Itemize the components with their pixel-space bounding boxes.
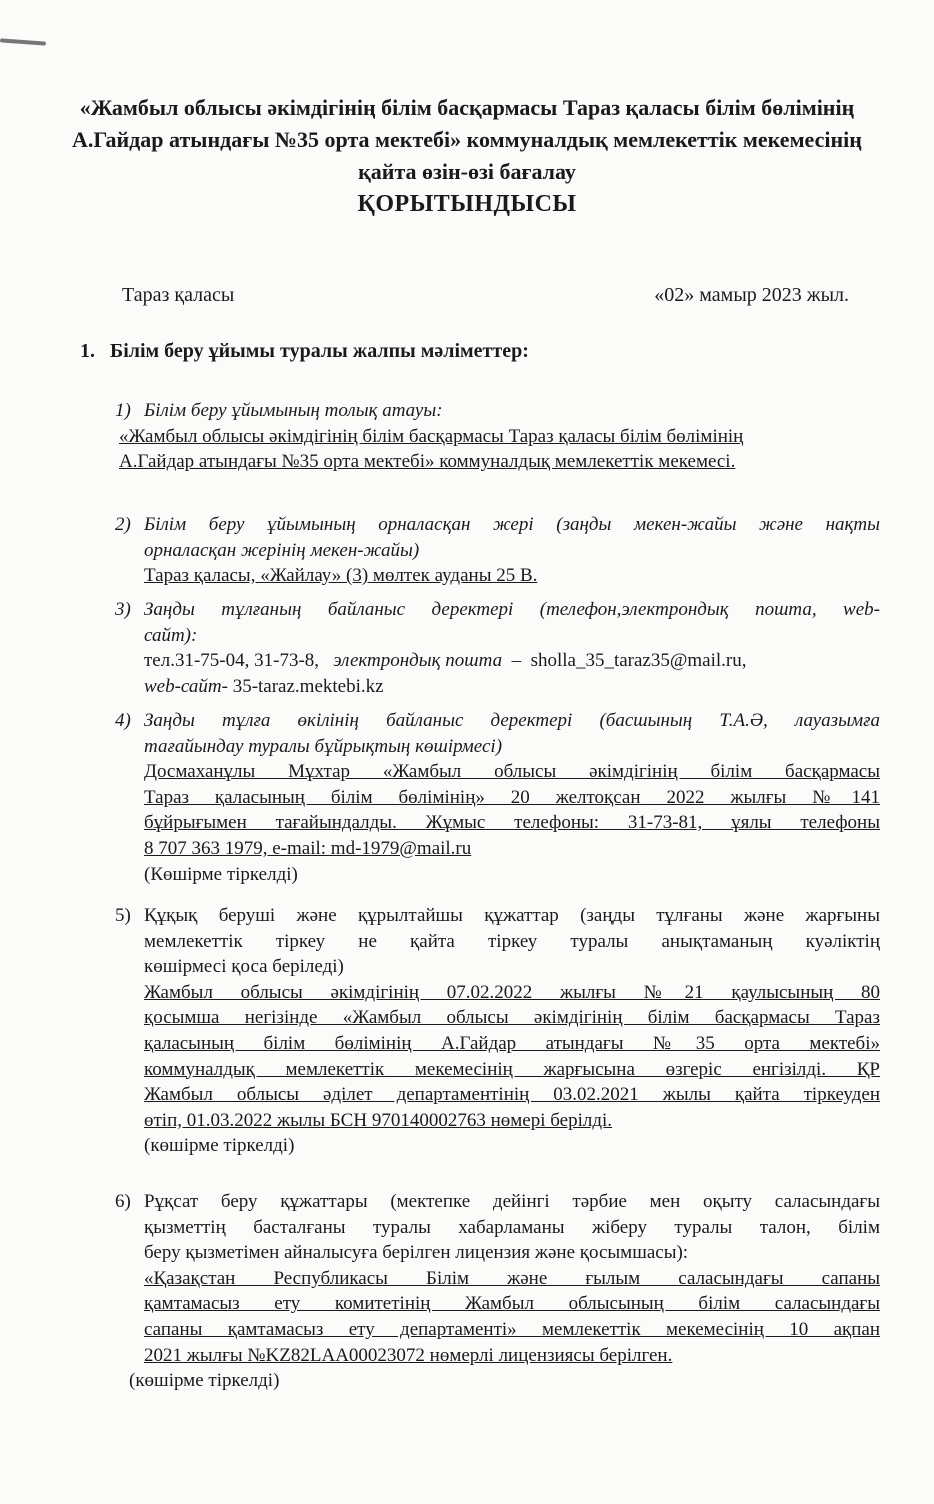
item-value-line: коммуналдық мемлекеттік мекемесінің жарғысына өзгеріс енгізілді. ҚР [144, 1058, 880, 1080]
list-item [115, 708, 880, 887]
item-label-line: тағайындау туралы бұйрықтың көшірмесі) [144, 735, 503, 757]
item-label-line: қызметтің басталғаны туралы хабарламаны жіберу туралы талон, білім [144, 1216, 880, 1238]
email-value: sholla_35_taraz35@mail.ru, [530, 650, 747, 672]
item-value-line: бұйрығымен тағайындалды. Жұмыс телефоны: 31-73-81, ұялы телефоны [144, 812, 880, 834]
item-label-line: Заңды тұлғаның байланыс деректері (телефон,электрондық пошта, web- [144, 599, 880, 620]
web-value: 35-taraz.mektebi.kz [232, 675, 384, 697]
phone-numbers: тел.31-75-04, 31-73-8, [144, 650, 320, 672]
list-item [115, 1189, 880, 1394]
item-value-line: «Жамбыл облысы әкімдігінің білім басқармасы Тараз қаласы білім бөлімінің [119, 425, 744, 447]
item-number: 4) [115, 710, 131, 731]
item-number: 2) [115, 514, 131, 535]
item-number: 5) [115, 905, 131, 926]
item-number: 3) [115, 599, 131, 620]
document-title [40, 92, 894, 220]
item-label-line: Заңды тұлға өкілінің байланыс деректері (басшының Т.А.Ә, лауазымға [144, 710, 880, 731]
item-value-line: А.Гайдар атындағы №35 орта мектебі» коммуналдық мемлекеттік мекемесі. [119, 451, 736, 473]
section-number: 1. [80, 340, 95, 362]
item-value-line: «Қазақстан Республикасы Білім және ғылым саласындағы сапаны [144, 1267, 880, 1289]
pen-mark [0, 38, 46, 45]
date: «02» мамыр 2023 жыл. [654, 284, 849, 306]
item-label: Білім беру ұйымының толық атауы: [144, 400, 443, 421]
item-value-line: қосымша негізінде «Жамбыл облысы әкімдігінің білім басқармасы Тараз [144, 1007, 880, 1029]
item-value-line: қамтамасыз ету комитетінің Жамбыл облысының білім саласындағы [144, 1293, 880, 1315]
item-label-line: Білім беру ұйымының орналасқан жері (заңды мекен-жайы және нақты [144, 514, 880, 535]
item-label-line: сайт): [144, 624, 198, 646]
item-label-line: орналасқан жерінің мекен-жайы) [144, 539, 420, 561]
title-line: «Жамбыл облысы әкімдігінің білім басқармасы Тараз қаласы білім бөлімінің [79, 95, 855, 120]
conclusion-heading: ҚОРЫТЫНДЫСЫ [357, 191, 577, 217]
title-line: қайта өзін-өзі бағалау [358, 159, 576, 184]
item-value-line: 2021 жылғы №KZ82LAA00023072 нөмерлі лицензиясы берілген. [144, 1344, 673, 1366]
item-value-line: 8 707 363 1979, e-mail: md-1979@mail.ru [144, 837, 472, 859]
item-label-line: мемлекеттік тіркеу не қайта тіркеу туралы анықтаманың куәліктің [144, 930, 880, 952]
item-label-line: беру қызметімен айналысуға берілген лицензия және қосымшасы): [144, 1242, 689, 1264]
title-line: А.Гайдар атындағы №35 орта мектебі» коммуналдық мемлекеттік мекемесінің [72, 127, 862, 152]
item-value-line: сапаны қамтамасыз ету департаменті» мемлекеттік мекемесінің 10 ақпан [144, 1318, 880, 1340]
item-value-line: өтіп, 01.03.2022 жылы БСН 970140002763 нөмері берілді. [144, 1109, 613, 1131]
item-value-line: Тараз қаласының білім бөлімінің» 20 желтоқсан 2022 жылғы №141 [144, 786, 880, 808]
item-value-line: Жамбыл облысы әділет департаментінің 03.02.2021 жылы қайта тіркеуден [144, 1084, 880, 1106]
city: Тараз қаласы [122, 284, 235, 306]
web-label: web-сайт- [144, 675, 228, 697]
email-label: электрондық пошта [333, 650, 503, 672]
item-value-line: қаласының білім бөлімінің А.Гайдар атындағы №35 орта мектебі» [144, 1032, 880, 1054]
item-note: (Көшірме тіркелді) [144, 863, 298, 885]
item-note: (көшірме тіркелді) [144, 1135, 295, 1157]
list-item [115, 597, 880, 699]
list-item [115, 398, 880, 475]
email-separator: – [511, 650, 522, 672]
item-number: 6) [115, 1191, 131, 1212]
item-number: 1) [115, 400, 131, 421]
item-value-line: Досмаханұлы Мұхтар «Жамбыл облысы әкімдігінің білім басқармасы [144, 761, 880, 783]
item-label-line: Рұқсат беру құжаттары (мектепке дейінгі тәрбие мен оқыту саласындағы [144, 1191, 880, 1212]
item-value-line: Жамбыл облысы әкімдігінің 07.02.2022 жылғы №21 қаулысының 80 [144, 981, 880, 1003]
section-heading [80, 340, 529, 363]
item-label-line: Құқық беруші және құрылтайшы құжаттар (заңды тұлғаны және жарғыны [144, 905, 880, 926]
item-label-line: көшірмесі қоса беріледі) [144, 956, 344, 978]
item-note: (көшірме тіркелді) [129, 1370, 280, 1392]
section-title: Білім беру ұйымы туралы жалпы мәліметтер: [110, 340, 529, 362]
item-value: Тараз қаласы, «Жайлау» (3) мөлтек ауданы 25 В. [144, 565, 538, 587]
list-item [115, 512, 880, 589]
list-item [115, 903, 880, 1159]
